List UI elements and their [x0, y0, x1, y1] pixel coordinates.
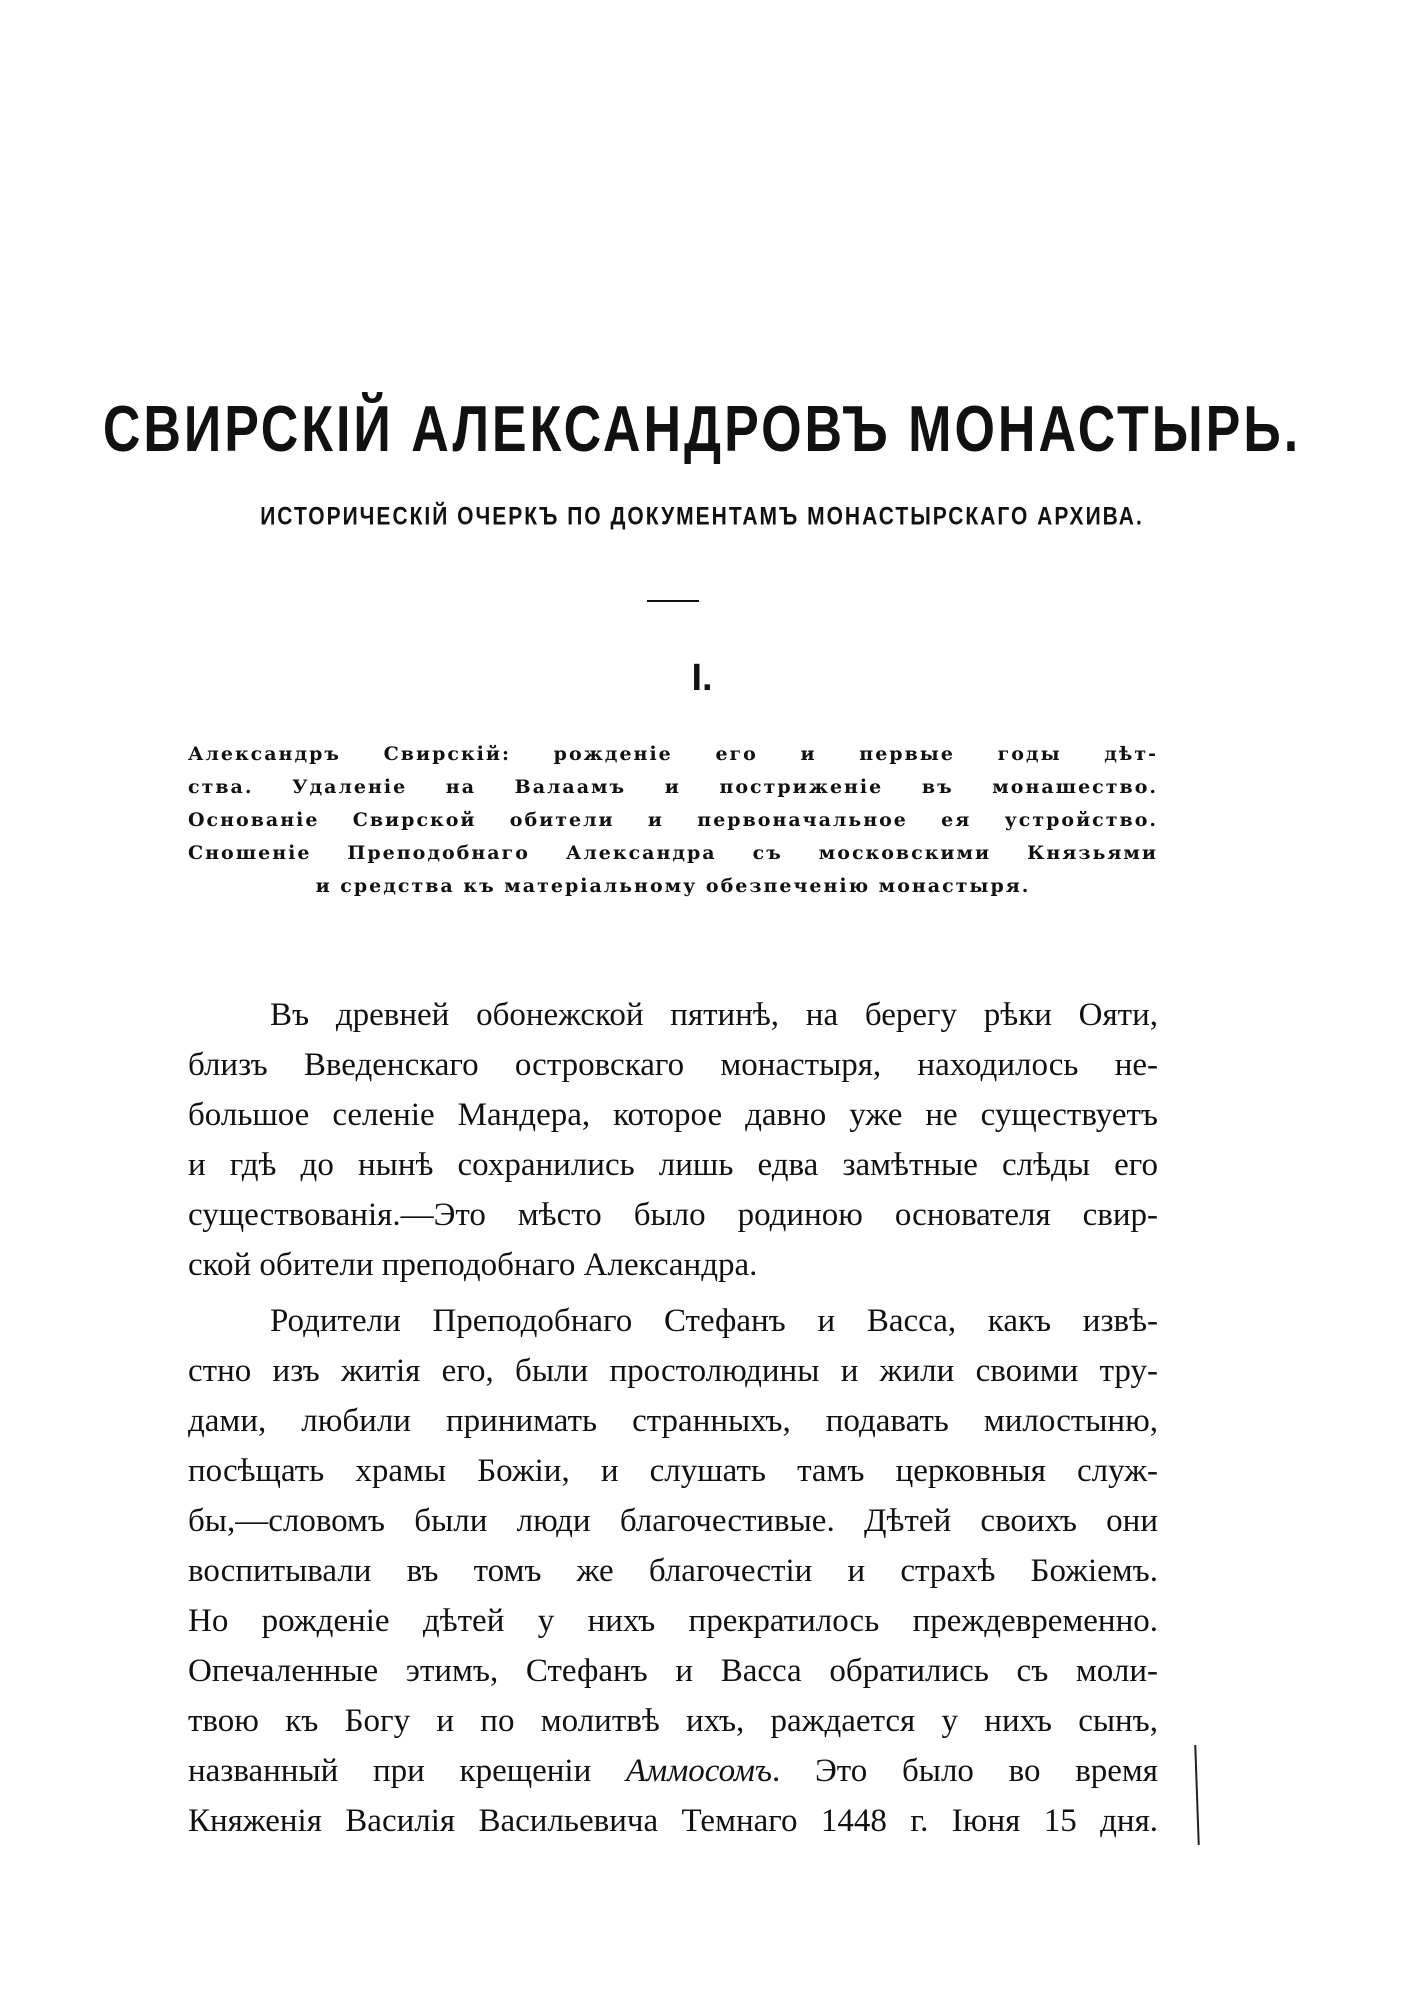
margin-mark	[1194, 1745, 1199, 1845]
paragraph-2-line: стно изъ житія его, были простолюдины и жили своими тру-	[188, 1353, 1158, 1389]
summary-line: Основаніе Свирской обители и первоначальное ея устройство.	[188, 809, 1158, 831]
summary-line: Александръ Свирскій: рожденіе его и первые годы дѣт-	[188, 743, 1158, 765]
paragraph-2-line: твою къ Богу и по молитвѣ ихъ, раждается у нихъ сынъ,	[188, 1703, 1158, 1739]
body-text	[188, 990, 1158, 1846]
paragraph-1-line: и гдѣ до нынѣ сохранились лишь едва замѣтные слѣды его	[188, 1147, 1158, 1183]
paragraph-1-line: Въ древней обонежской пятинѣ, на берегу рѣки Ояти,	[270, 997, 1158, 1033]
divider-rule	[647, 600, 699, 602]
paragraph-2-line: Княженія Василія Васильевича Темнаго 1448 г. Іюня 15 дня.	[188, 1803, 1158, 1839]
paragraph-2-line: воспитывали въ томъ же благочестіи и страхѣ Божіемъ.	[188, 1553, 1158, 1589]
paragraph-1-line: ской обители преподобнаго Александра.	[188, 1247, 758, 1283]
paragraph-2-line	[188, 1746, 1158, 1796]
summary-line: и средства къ матеріальному обезпеченію монастыря.	[315, 875, 1031, 897]
line-text-after: . Это было во время	[772, 1753, 1158, 1789]
page-title: СВИРСКІЙ АЛЕКСАНДРОВЪ МОНАСТЫРЬ.	[102, 393, 1302, 466]
paragraph-2-line: бы,—словомъ были люди благочестивые. Дѣтей своихъ они	[188, 1503, 1158, 1539]
paragraph-1-line: близъ Введенскаго островскаго монастыря, находилось не-	[188, 1047, 1158, 1083]
paragraph-2-line: Родители Преподобнаго Стефанъ и Васса, какъ извѣ-	[270, 1303, 1158, 1339]
paragraph-2-line: Опечаленные этимъ, Стефанъ и Васса обратились съ моли-	[188, 1653, 1158, 1689]
paragraph-2-line: Но рожденіе дѣтей у нихъ прекратилось преждевременно.	[188, 1603, 1158, 1639]
chapter-number: I.	[691, 657, 713, 699]
summary-line: ства. Удаленіе на Валаамъ и постриженіе въ монашество.	[188, 776, 1158, 798]
summary-line: Сношеніе Преподобнаго Александра съ московскими Князьями	[188, 842, 1158, 864]
paragraph-2-line: дами, любили принимать странныхъ, подавать милостыню,	[188, 1403, 1158, 1439]
paragraph-2-line: посѣщать храмы Божіи, и слушать тамъ церковныя служ-	[188, 1453, 1158, 1489]
line-text-before: названный при крещеніи	[188, 1753, 592, 1789]
italic-name: Аммосомъ	[625, 1753, 773, 1789]
paragraph-1-line: существованія.—Это мѣсто было родиною основателя свир-	[188, 1197, 1158, 1233]
paragraph-1-line: большое селеніе Мандера, которое давно уже не существуетъ	[188, 1097, 1158, 1133]
chapter-summary	[188, 738, 1158, 903]
page-subtitle: ИСТОРИЧЕСКІЙ ОЧЕРКЪ ПО ДОКУМЕНТАМЪ МОНАСТЫРСКАГО АРХИВА.	[260, 503, 1144, 531]
